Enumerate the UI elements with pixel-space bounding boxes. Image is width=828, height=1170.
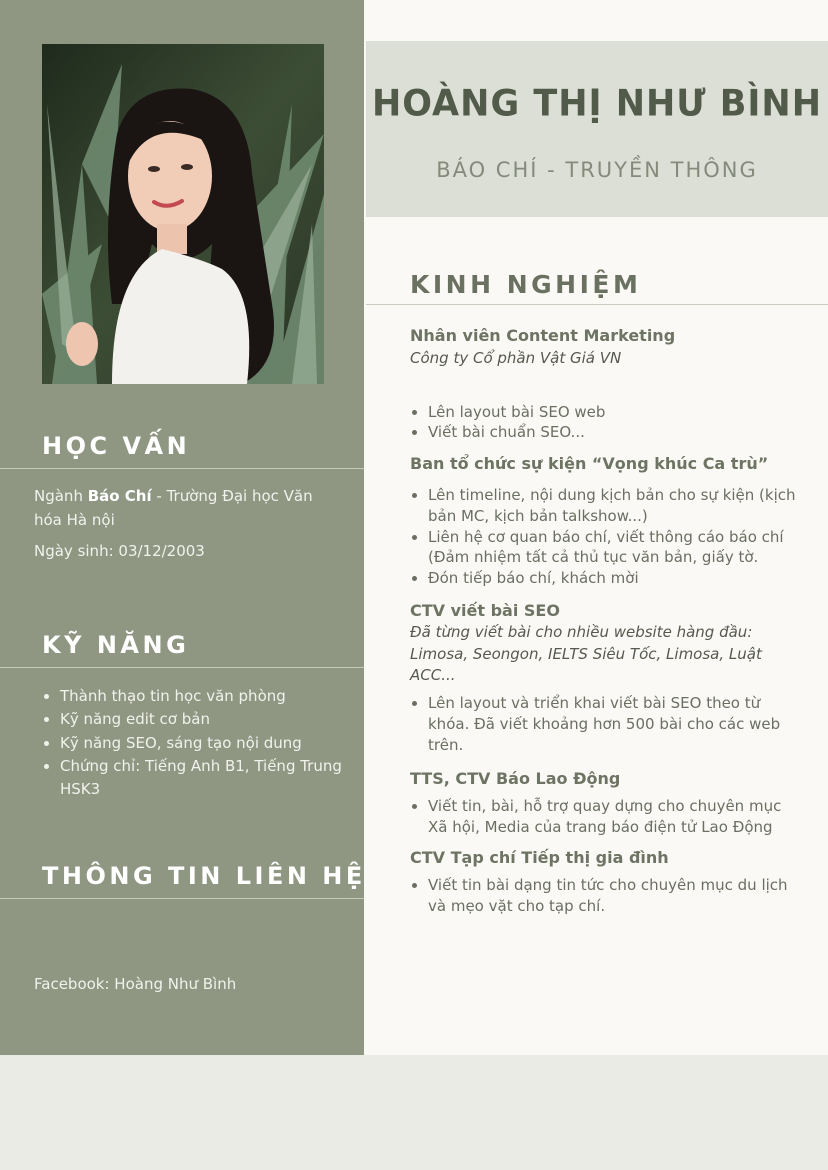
person-title: BÁO CHÍ - TRUYỀN THÔNG [436,158,758,182]
list-item: • Lên timeline, nội dung kịch bản cho sự kiện (kịch bản MC, kịch bản talkshow...) [428,485,802,526]
profile-photo [42,44,324,384]
education-heading: HỌC VẤN [42,432,191,460]
job-bullets [410,485,802,588]
list-item: • Lên layout bài SEO web [428,402,802,423]
list-item: • Chứng chỉ: Tiếng Anh B1, Tiếng Trung HSK3 [60,755,350,801]
job-entry [410,324,802,443]
job-bullets [410,875,802,916]
job-title: Nhân viên Content Marketing [410,326,676,345]
contact-divider [0,898,364,899]
list-item: • Kỹ năng edit cơ bản [60,708,350,731]
job-entry [410,452,802,589]
list-item: • Lên layout và triển khai viết bài SEO theo từ khóa. Đã viết khoảng hơn 500 bài cho các web trên. [428,693,802,755]
list-item: • Viết tin, bài, hỗ trợ quay dựng cho chuyên mục Xã hội, Media của trang báo điện tử Lao Động [428,796,802,837]
education-major: Ngành Báo Chí - Trường Đại học Văn hóa Hà nội [34,487,313,530]
list-item: • Liên hệ cơ quan báo chí, viết thông cáo báo chí (Đảm nhiệm tất cả thủ tục văn bản, giấy tờ. [428,527,802,568]
job-bullets [410,796,802,837]
skills-heading: KỸ NĂNG [42,631,190,659]
job-bullets [410,693,802,755]
education-divider [0,468,364,469]
job-entry [410,846,802,917]
header-band [366,41,828,217]
job-description: Đã từng viết bài cho nhiều website hàng đầu: Limosa, Seongon, IELTS Siêu Tốc, Limosa, Luật ACC... [410,622,762,685]
list-item: • Thành thạo tin học văn phòng [60,685,350,708]
list-item: • Viết tin bài dạng tin tức cho chuyên mục du lịch và mẹo vặt cho tạp chí. [428,875,802,916]
skills-list [42,685,350,801]
job-title: TTS, CTV Báo Lao Động [410,769,621,789]
job-title: CTV viết bài SEO [410,600,560,620]
major-name: Báo Chí [87,487,152,505]
list-item: • Viết bài chuẩn SEO... [428,422,802,443]
job-entry [410,599,802,756]
contact-heading: THÔNG TIN LIÊN HỆ [42,862,366,890]
job-company: Công ty Cổ phần Vật Giá VN [410,349,622,368]
experience-list [410,324,802,916]
job-title: CTV Tạp chí Tiếp thị gia đình [410,847,669,867]
birthdate: Ngày sinh: 03/12/2003 [34,542,205,560]
list-item: • Đón tiếp báo chí, khách mời [428,568,802,589]
job-entry [410,767,802,838]
job-bullets [410,402,802,443]
experience-divider [366,304,828,305]
experience-heading: KINH NGHIỆM [410,270,642,299]
skills-divider [0,667,364,668]
person-name: HOÀNG THỊ NHƯ BÌNH [371,83,823,125]
job-title: Ban tổ chức sự kiện “Vọng khúc Ca trù” [410,454,769,474]
facebook-contact: Facebook: Hoàng Như Bình [34,975,237,993]
list-item: • Kỹ năng SEO, sáng tạo nội dung [60,732,350,755]
